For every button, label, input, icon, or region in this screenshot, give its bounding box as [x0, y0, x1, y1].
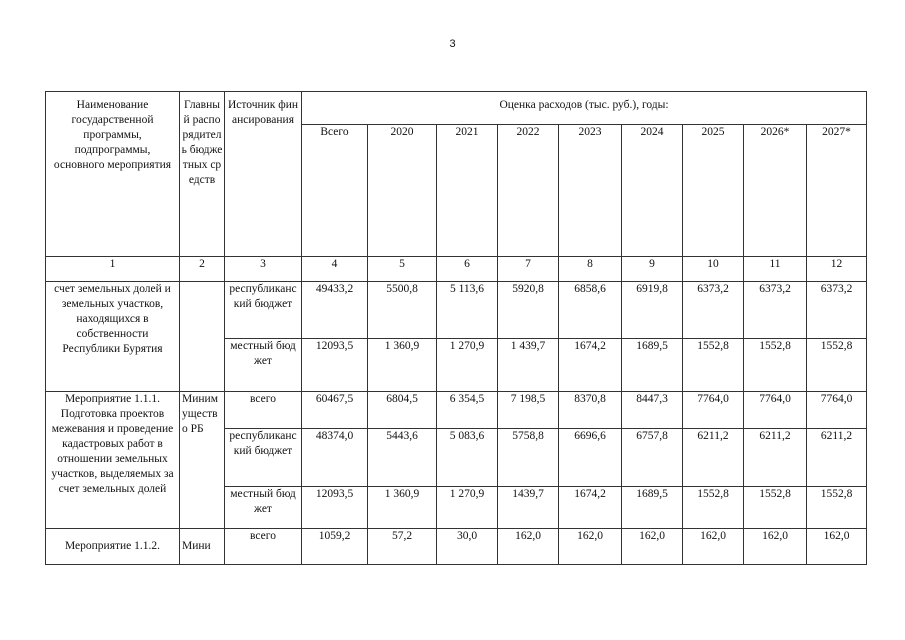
value-cell-7: 1552,8: [744, 339, 807, 392]
header-year-8: 2027*: [807, 125, 867, 257]
value-cell-2: 6 354,5: [437, 392, 498, 429]
header-budget-admin: Главный распорядитель бюджетных средств: [180, 92, 225, 257]
header-row-1: [46, 92, 867, 125]
value-cell-3: 1 439,7: [498, 339, 559, 392]
value-cell-2: 30,0: [437, 529, 498, 565]
header-funding-source: Источник финансирования: [225, 92, 302, 257]
value-cell-5: 6919,8: [622, 282, 683, 339]
budget-admin-cell: Минимущество РБ: [180, 392, 225, 529]
value-cell-2: 1 270,9: [437, 487, 498, 529]
budget-admin-cell: Мини: [180, 529, 225, 565]
value-cell-8: 1552,8: [807, 339, 867, 392]
value-cell-6: 6373,2: [683, 282, 744, 339]
header-year-1: 2020: [368, 125, 437, 257]
column-number-1: 2: [180, 257, 225, 282]
value-cell-0: 48374,0: [302, 429, 368, 487]
value-cell-1: 6804,5: [368, 392, 437, 429]
budget-admin-cell: [180, 282, 225, 392]
header-year-6: 2025: [683, 125, 744, 257]
value-cell-6: 7764,0: [683, 392, 744, 429]
funding-source-cell: местный бюджет: [225, 487, 302, 529]
table-row: [46, 529, 867, 565]
value-cell-6: 162,0: [683, 529, 744, 565]
column-number-4: 5: [368, 257, 437, 282]
value-cell-2: 5 113,6: [437, 282, 498, 339]
header-year-5: 2024: [622, 125, 683, 257]
table-row: [46, 282, 867, 339]
value-cell-3: 162,0: [498, 529, 559, 565]
value-cell-5: 8447,3: [622, 392, 683, 429]
value-cell-0: 49433,2: [302, 282, 368, 339]
value-cell-2: 1 270,9: [437, 339, 498, 392]
value-cell-7: 6373,2: [744, 282, 807, 339]
table-body: [46, 92, 867, 565]
column-numbers-row: [46, 257, 867, 282]
header-year-3: 2022: [498, 125, 559, 257]
funding-source-cell: всего: [225, 529, 302, 565]
program-name-cell: счет земельных долей и земельных участков, находящихся в собственности Республики Бурятия: [46, 282, 180, 392]
value-cell-7: 1552,8: [744, 487, 807, 529]
program-name-cell: Мероприятие 1.1.1. Подготовка проектов межевания и проведение кадастровых работ в отношении земельных участков, выделяемых за счет земельных долей: [46, 392, 180, 529]
column-number-6: 7: [498, 257, 559, 282]
funding-source-cell: всего: [225, 392, 302, 429]
program-name-cell: Мероприятие 1.1.2.: [46, 529, 180, 565]
header-program-name: Наименование государственной программы, подпрограммы, основного мероприятия: [46, 92, 180, 257]
header-year-2: 2021: [437, 125, 498, 257]
value-cell-1: 1 360,9: [368, 339, 437, 392]
value-cell-2: 5 083,6: [437, 429, 498, 487]
value-cell-3: 5758,8: [498, 429, 559, 487]
value-cell-6: 1552,8: [683, 487, 744, 529]
column-number-11: 12: [807, 257, 867, 282]
value-cell-8: 6373,2: [807, 282, 867, 339]
value-cell-6: 1552,8: [683, 339, 744, 392]
value-cell-4: 1674,2: [559, 339, 622, 392]
value-cell-5: 1689,5: [622, 487, 683, 529]
value-cell-0: 60467,5: [302, 392, 368, 429]
value-cell-4: 6696,6: [559, 429, 622, 487]
value-cell-8: 162,0: [807, 529, 867, 565]
header-year-0: Всего: [302, 125, 368, 257]
value-cell-8: 6211,2: [807, 429, 867, 487]
value-cell-8: 7764,0: [807, 392, 867, 429]
column-number-5: 6: [437, 257, 498, 282]
value-cell-1: 57,2: [368, 529, 437, 565]
value-cell-4: 1674,2: [559, 487, 622, 529]
header-year-7: 2026*: [744, 125, 807, 257]
value-cell-7: 6211,2: [744, 429, 807, 487]
value-cell-0: 1059,2: [302, 529, 368, 565]
column-number-8: 9: [622, 257, 683, 282]
value-cell-7: 7764,0: [744, 392, 807, 429]
value-cell-1: 5500,8: [368, 282, 437, 339]
value-cell-3: 5920,8: [498, 282, 559, 339]
header-cost-estimate: Оценка расходов (тыс. руб.), годы:: [302, 92, 867, 125]
value-cell-0: 12093,5: [302, 339, 368, 392]
header-year-4: 2023: [559, 125, 622, 257]
page-number: 3: [449, 38, 456, 50]
value-cell-4: 162,0: [559, 529, 622, 565]
funding-source-cell: республиканский бюджет: [225, 429, 302, 487]
budget-table: [45, 91, 867, 565]
column-number-3: 4: [302, 257, 368, 282]
value-cell-7: 162,0: [744, 529, 807, 565]
funding-source-cell: республиканский бюджет: [225, 282, 302, 339]
table-row: [46, 392, 867, 429]
value-cell-0: 12093,5: [302, 487, 368, 529]
value-cell-5: 162,0: [622, 529, 683, 565]
value-cell-8: 1552,8: [807, 487, 867, 529]
value-cell-4: 6858,6: [559, 282, 622, 339]
funding-source-cell: местный бюджет: [225, 339, 302, 392]
value-cell-4: 8370,8: [559, 392, 622, 429]
value-cell-5: 6757,8: [622, 429, 683, 487]
value-cell-1: 1 360,9: [368, 487, 437, 529]
column-number-2: 3: [225, 257, 302, 282]
value-cell-3: 1439,7: [498, 487, 559, 529]
column-number-7: 8: [559, 257, 622, 282]
value-cell-1: 5443,6: [368, 429, 437, 487]
value-cell-5: 1689,5: [622, 339, 683, 392]
column-number-10: 11: [744, 257, 807, 282]
value-cell-6: 6211,2: [683, 429, 744, 487]
value-cell-3: 7 198,5: [498, 392, 559, 429]
column-number-0: 1: [46, 257, 180, 282]
column-number-9: 10: [683, 257, 744, 282]
